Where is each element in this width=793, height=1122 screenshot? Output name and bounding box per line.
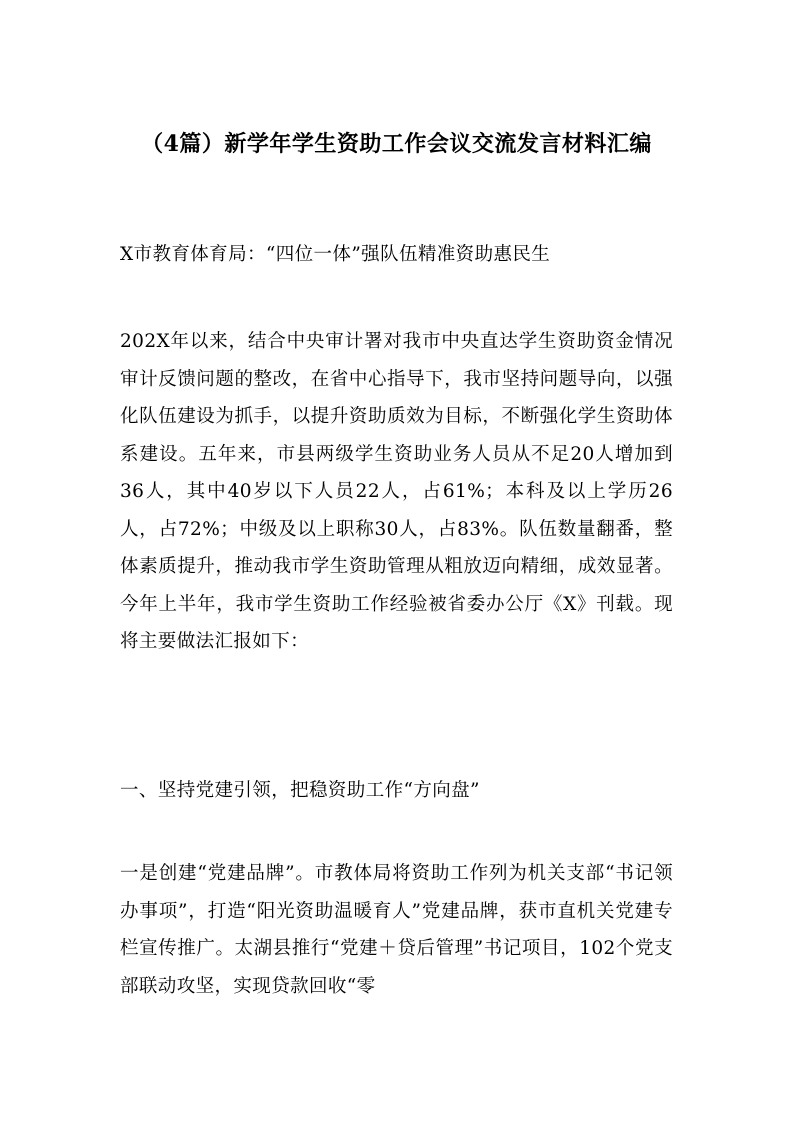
section-subtitle: X市教育体育局：“四位一体”强队伍精准资助惠民生 xyxy=(120,244,551,265)
section-heading-1: 一、坚持党建引领，把稳资助工作“方向盘” xyxy=(120,780,480,801)
document-title: （4篇）新学年学生资助工作会议交流发言材料汇编 xyxy=(141,131,652,157)
body-paragraph-1: 202X年以来，结合中央审计署对我市中央直达学生资助资金情况审计反馈问题的整改，在省中心指导下，我市坚持问题导向，以强化队伍建设为抓手，以提升资助质效为目标，不断强化学生资助体系建设。五年来，市县两级学生资助业务人员从不足20人增加到36人，其中40岁以下人员22人，占61%；本科及以上学历26人，占72%；中级及以上职称30人，占83%。队伍数量翻番，整体素质提升，推动我市学生资助管理从粗放迈向精细，成效显著。今年上半年，我市学生资助工作经验被省委办公厅《X》刊载。现将主要做法汇报如下： xyxy=(120,331,673,652)
body-paragraph-2: 一是创建“党建品牌”。市教体局将资助工作列为机关支部“书记领办事项”，打造“阳光资助温暖育人”党建品牌，获市直机关党建专栏宣传推广。太湖县推行“党建＋贷后管理”书记项目，102个党支部联动攻坚，实现贷款回收“零 xyxy=(120,863,673,997)
